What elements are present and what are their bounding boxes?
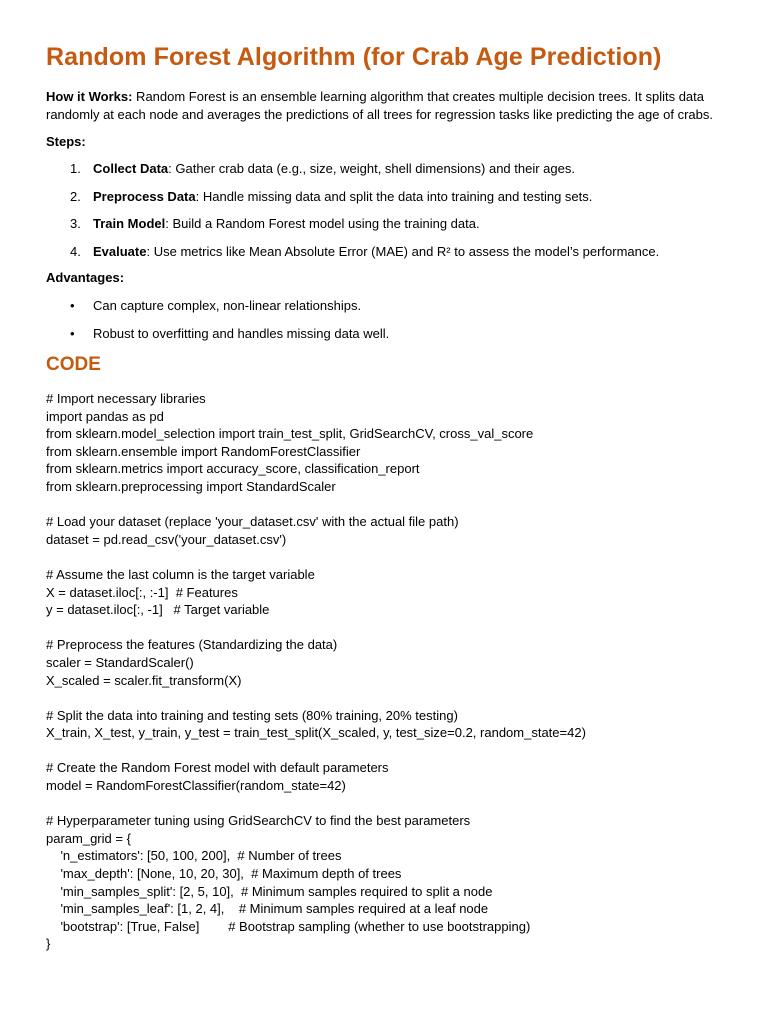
code-line: # Load your dataset (replace 'your_dataset.csv' with the actual file path) <box>46 514 459 530</box>
intro-paragraph <box>46 88 726 124</box>
code-line: from sklearn.ensemble import RandomForestClassifier <box>46 443 361 459</box>
code-line: # Split the data into training and testing sets (80% training, 20% testing) <box>46 707 458 723</box>
step-name: Evaluate <box>93 243 147 259</box>
bullet-icon: • <box>70 326 75 341</box>
advantage-text: Robust to overfitting and handles missing data well. <box>93 326 390 341</box>
code-line: X = dataset.iloc[:, :-1] # Features <box>46 584 238 600</box>
steps-heading: Steps: <box>46 134 86 149</box>
code-line: X_scaled = scaler.fit_transform(X) <box>46 672 242 688</box>
code-line <box>46 795 586 813</box>
code-block <box>46 390 586 953</box>
code-line: 'n_estimators': [50, 100, 200], # Number of trees <box>46 848 342 864</box>
code-line: X_train, X_test, y_train, y_test = train_test_split(X_scaled, y, test_size=0.2, random_state=42) <box>46 725 586 741</box>
advantages-heading: Advantages: <box>46 270 125 285</box>
code-line <box>46 548 586 566</box>
code-line: from sklearn.model_selection import train_test_split, GridSearchCV, cross_val_score <box>46 426 534 442</box>
step-number: 2. <box>70 188 81 204</box>
code-line: import pandas as pd <box>46 408 164 424</box>
code-line: 'min_samples_leaf': [1, 2, 4], # Minimum samples required at a leaf node <box>46 901 489 917</box>
code-line: model = RandomForestClassifier(random_state=42) <box>46 778 346 794</box>
step-text: : Gather crab data (e.g., size, weight, shell dimensions) and their ages. <box>168 161 575 176</box>
code-line <box>46 689 586 707</box>
code-line: param_grid = { <box>46 830 131 846</box>
code-line: 'min_samples_split': [2, 5, 10], # Minimum samples required to split a node <box>46 883 493 899</box>
code-line <box>46 619 586 637</box>
code-line <box>46 496 586 514</box>
step-number: 1. <box>70 161 81 176</box>
code-line: # Create the Random Forest model with default parameters <box>46 760 389 776</box>
step-number: 4. <box>70 243 81 259</box>
code-line: # Import necessary libraries <box>46 391 206 406</box>
step-text: : Handle missing data and split the data into training and testing sets. <box>195 188 593 204</box>
step-name: Collect Data <box>93 161 169 176</box>
code-line: # Assume the last column is the target variable <box>46 566 315 582</box>
advantage-text: Can capture complex, non-linear relationships. <box>93 298 362 313</box>
code-line: dataset = pd.read_csv('your_dataset.csv') <box>46 531 287 547</box>
intro-text: Random Forest is an ensemble learning algorithm that creates multiple decision trees. It splits data randomly at each node and averages the predictions of all trees for regression tasks like predicting the age of crabs. <box>46 89 713 122</box>
step-name: Preprocess Data <box>93 188 196 204</box>
code-line: y = dataset.iloc[:, -1] # Target variable <box>46 602 270 618</box>
code-line: # Hyperparameter tuning using GridSearchCV to find the best parameters <box>46 813 471 829</box>
step-text: : Build a Random Forest model using the training data. <box>165 216 480 231</box>
step-name: Train Model <box>93 216 166 231</box>
code-heading: CODE <box>46 354 101 375</box>
code-line: 'bootstrap': [True, False] # Bootstrap sampling (whether to use bootstrapping) <box>46 918 531 934</box>
code-line <box>46 742 586 760</box>
code-line: } <box>46 936 51 952</box>
code-line: 'max_depth': [None, 10, 20, 30], # Maximum depth of trees <box>46 866 402 882</box>
code-line: # Preprocess the features (Standardizing the data) <box>46 637 338 653</box>
step-number: 3. <box>70 216 81 231</box>
intro-label: How it Works: <box>46 89 133 104</box>
code-line: from sklearn.preprocessing import StandardScaler <box>46 478 336 494</box>
page-title: Random Forest Algorithm (for Crab Age Prediction) <box>46 43 662 71</box>
code-line: from sklearn.metrics import accuracy_score, classification_report <box>46 461 420 477</box>
code-line: scaler = StandardScaler() <box>46 654 194 670</box>
bullet-icon: • <box>70 298 75 313</box>
step-text: : Use metrics like Mean Absolute Error (MAE) and R² to assess the model’s performance. <box>146 243 660 259</box>
